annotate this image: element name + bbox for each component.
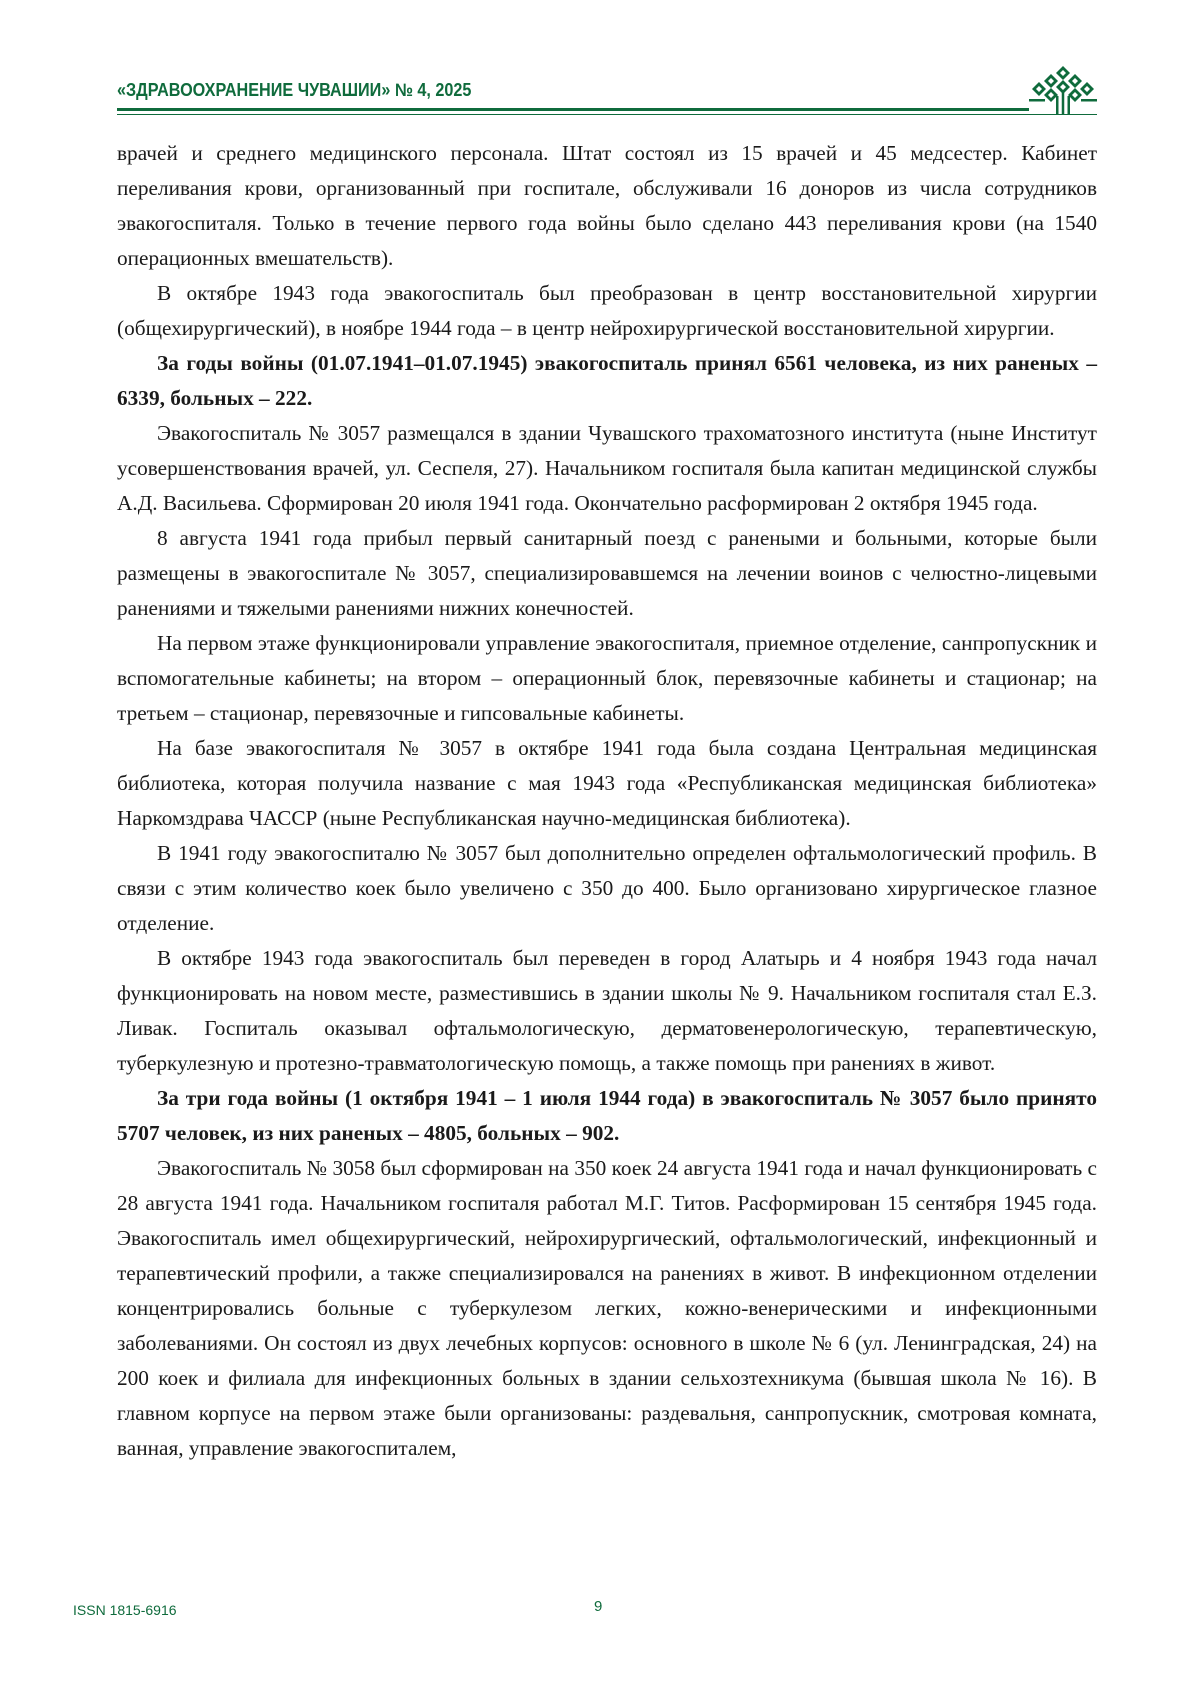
header-rule (117, 108, 1097, 111)
bold-paragraph: За годы войны (01.07.1941–01.07.1945) эвакогоспиталь принял 6561 человека, из них раненых – 6339, больных – 222. (117, 351, 1097, 410)
paragraph: 8 августа 1941 года прибыл первый санитарный поезд с ранеными и больными, которые были размещены в эвакогоспитале № 3057, специализировавшемся на лечении воинов с челюстно-лицевыми ранениями и тяжелыми ранениями нижних конечностей. (117, 526, 1097, 620)
paragraph: Эвакогоспиталь № 3057 размещался в здании Чувашского трахоматозного института (ныне Институт усовершенствования врачей, ул. Сеспеля, 27). Начальником госпиталя была капитан медицинской службы А.Д. Васильева. Сформирован 20 июля 1941 года. Окончательно расформирован 2 октября 1945 года. (117, 421, 1097, 515)
paragraph: На первом этаже функционировали управление эвакогоспиталя, приемное отделение, санпропускник и вспомогательные кабинеты; на втором – операционный блок, перевязочные кабинеты и стационар; на третьем – стационар, перевязочные и гипсовальные кабинеты. (117, 631, 1097, 725)
header-rule-thin (117, 114, 1097, 115)
paragraph: Эвакогоспиталь № 3058 был сформирован на 350 коек 24 августа 1941 года и начал функционировать с 28 августа 1941 года. Начальником госпиталя работал М.Г. Титов. Расформирован 15 сентября 1945 года. Эвакогоспиталь имел общехирургический, нейрохирургический, офтальмологический, инфекционный и терапевтический профили, а также специализировался на ранениях в живот. В инфекционном отделении концентрировались больные с туберкулезом легких, кожно-венерическими и инфекционными заболеваниями. Он состоял из двух лечебных корпусов: основного в школе № 6 (ул. Ленинградская, 24) на 200 коек и филиала для инфекционных больных в здании сельхозтехникума (бывшая школа № 16). В главном корпусе на первом этаже были организованы: раздевальня, санпропускник, смотровая комната, ванная, управление эвакогоспиталем, (117, 1156, 1097, 1460)
footer-issn: ISSN 1815-6916 (73, 1602, 177, 1618)
chuvash-tree-emblem-icon (1029, 66, 1097, 114)
page-number: 9 (594, 1598, 603, 1615)
paragraph: В октябре 1943 года эвакогоспиталь был преобразован в центр восстановительной хирургии (общехирургический), в ноябре 1944 года – в центр нейрохирургической восстановительной хирургии. (117, 281, 1097, 340)
page-header (117, 66, 1097, 126)
paragraph: На базе эвакогоспиталя № 3057 в октябре 1941 года была создана Центральная медицинская библиотека, которая получила название с мая 1943 года «Республиканская медицинская библиотека» Наркомздрава ЧАССР (ныне Республиканская научно-медицинская библиотека). (117, 736, 1097, 830)
paragraph: врачей и среднего медицинского персонала. Штат состоял из 15 врачей и 45 медсестер. Кабинет переливания крови, организованный при госпитале, обслуживали 16 доноров из числа сотрудников эвакогоспиталя. Только в течение первого года войны было сделано 443 переливания крови (на 1540 операционных вмешательств). (117, 141, 1097, 270)
bold-paragraph: За три года войны (1 октября 1941 – 1 июля 1944 года) в эвакогоспиталь № 3057 было принято 5707 человек, из них раненых – 4805, больных – 902. (117, 1086, 1097, 1145)
paragraph: В 1941 году эвакогоспиталю № 3057 был дополнительно определен офтальмологический профиль. В связи с этим количество коек было увеличено с 350 до 400. Было организовано хирургическое глазное отделение. (117, 841, 1097, 935)
article-body (117, 136, 1097, 1466)
journal-title: «ЗДРАВООХРАНЕНИЕ ЧУВАШИИ» № 4, 2025 (117, 80, 472, 100)
paragraph: В октябре 1943 года эвакогоспиталь был переведен в город Алатырь и 4 ноября 1943 года начал функционировать на новом месте, разместившись в здании школы № 9. Начальником госпиталя стал Е.З. Ливак. Госпиталь оказывал офтальмологическую, дерматовенерологическую, терапевтическую, туберкулезную и протезно-травматологическую помощь, а также помощь при ранениях в живот. (117, 946, 1097, 1075)
